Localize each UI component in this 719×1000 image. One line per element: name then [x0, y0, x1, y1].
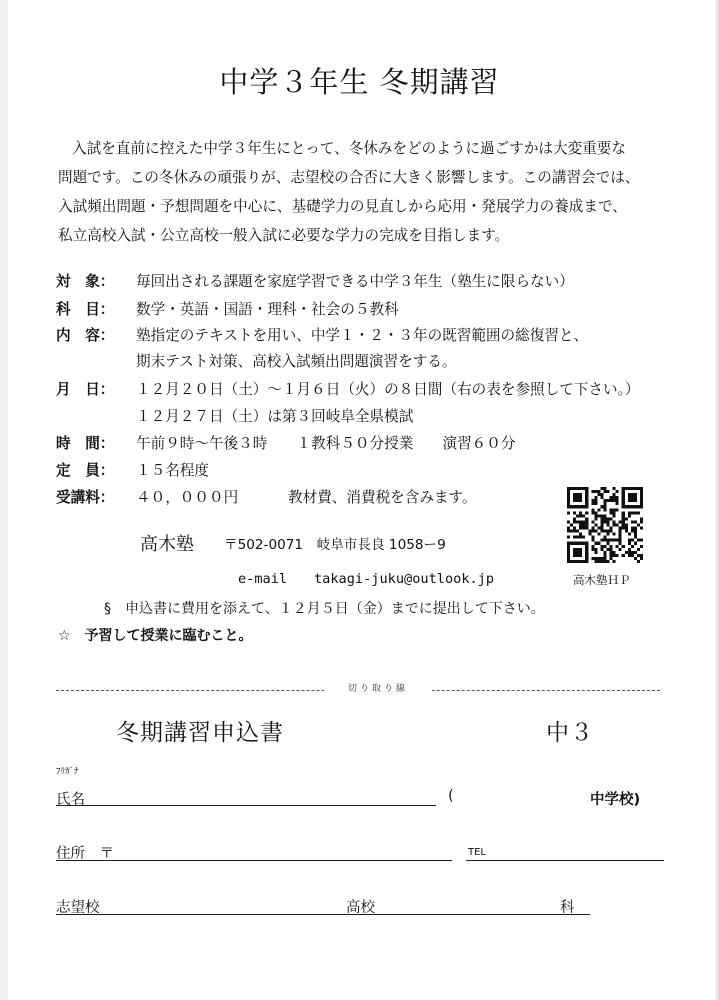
address-label: 住所 〒 — [56, 846, 114, 862]
tel-field[interactable] — [466, 860, 664, 861]
target-school-field[interactable] — [56, 914, 590, 915]
school-paren-open: ( — [448, 788, 454, 804]
intro-line: 入試頻出問題・予想問題を中心に、基礎学力の見直しから応用・発展学力の養成まで、 — [58, 198, 627, 215]
capacity-value: １５名程度 — [136, 462, 209, 479]
fee-label: 受講料： — [56, 489, 115, 506]
school-name: 高木塾 — [140, 534, 194, 555]
target-school-label: 志望校 — [56, 900, 100, 916]
qr-code[interactable] — [567, 487, 643, 563]
content-value-1: 塾指定のテキストを用い、中学１・２・３年の既習範囲の総復習と、 — [136, 327, 589, 344]
high-school-label: 高校 — [346, 900, 375, 916]
intro-paragraph — [58, 134, 678, 250]
dates-value-2: １２月２７日（土）は第３回岐阜全県模試 — [136, 408, 414, 425]
prep-note: ☆ 予習して授業に臨むこと。 — [58, 628, 253, 644]
deadline-note: § 申込書に費用を添えて、１２月５日（金）までに提出して下さい。 — [104, 601, 545, 617]
content-value-2: 期末テスト対策、高校入試頻出問題演習をする。 — [136, 353, 457, 370]
subjects-value: 数学・英語・国語・理科・社会の５教科 — [136, 301, 399, 318]
intro-line: 入試を直前に控えた中学３年生にとって、冬休みをどのように過ごすかは大変重要な — [72, 140, 626, 157]
qr-code-image — [567, 487, 643, 563]
subjects-label: 科 目： — [56, 301, 115, 318]
cut-line-label: 切り取り線 — [324, 681, 432, 694]
email-label: e-mail — [238, 571, 288, 587]
address-field[interactable] — [56, 860, 452, 861]
qr-caption: 高木塾ＨＰ — [573, 573, 631, 587]
target-value: 毎回出される課題を家庭学習できる中学３年生（塾生に限らない） — [136, 273, 574, 290]
content-label: 内 容： — [56, 327, 115, 344]
time-value: 午前９時～午後３時 １教科５０分授業 演習６０分 — [136, 435, 516, 452]
intro-line: 問題です。この冬休みの頑張りが、志望校の合否に大きく影響します。この講習会では、 — [58, 169, 640, 186]
page-edge-left — [0, 0, 8, 1000]
capacity-label: 定 員： — [56, 462, 115, 479]
name-field[interactable] — [56, 805, 436, 806]
form-grade: 中３ — [546, 720, 594, 746]
dates-value-1: １２月２０日（土）～１月６日（火）の８日間（右の表を参照して下さい。） — [136, 381, 640, 398]
name-label: 氏名 — [56, 792, 85, 808]
intro-line: 私立高校入試・公立高校一般入試に必要な学力の完成を目指します。 — [58, 227, 510, 244]
email-address: takagi-juku@outlook.jp — [314, 571, 495, 587]
time-label: 時 間： — [56, 435, 115, 452]
fee-note: 教材費、消費税を含みます。 — [288, 489, 477, 506]
target-label: 対 象： — [56, 273, 115, 290]
dept-label: 科 — [560, 900, 575, 916]
page-title: 中学３年生 冬期講習 — [219, 65, 500, 99]
form-title: 冬期講習申込書 — [116, 720, 284, 746]
fee-value: ４０，０００円 — [136, 489, 239, 506]
school-address: 〒502-0071 岐阜市長良 1058ー9 — [224, 537, 446, 553]
school-suffix: 中学校) — [590, 792, 641, 808]
tel-label: TEL — [468, 847, 486, 858]
dates-label: 月 日： — [56, 381, 115, 398]
furigana-label: ﾌﾘｶﾞﾅ — [56, 767, 79, 777]
